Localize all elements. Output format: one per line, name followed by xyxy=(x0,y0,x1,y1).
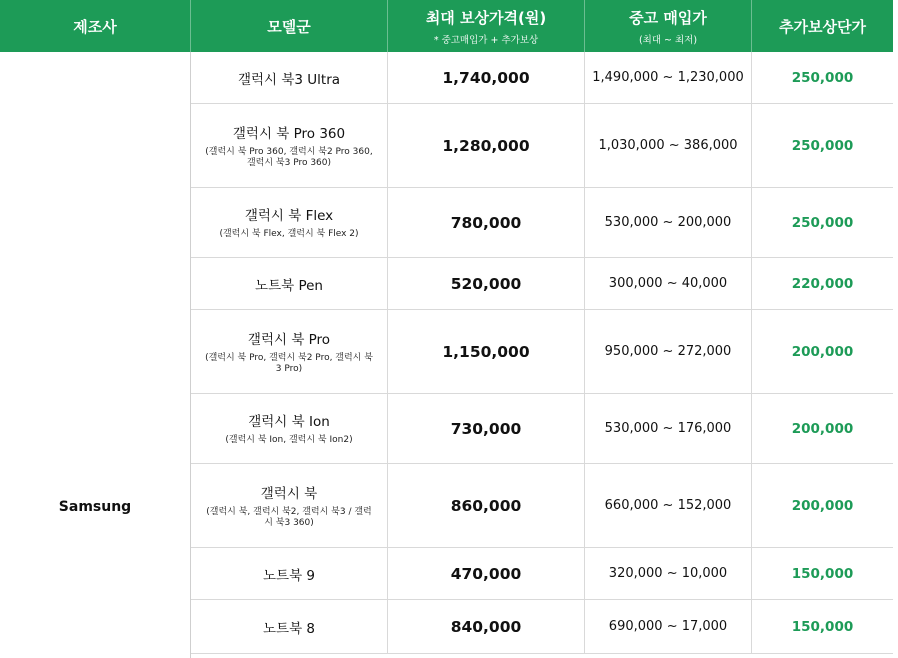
additional-value: 200,000 xyxy=(791,497,854,514)
used-price-range: 320,000 ~ 10,000 xyxy=(608,566,728,581)
header-additional-label: 추가보상단가 xyxy=(779,17,866,36)
additional-value: 250,000 xyxy=(791,214,854,231)
header-maker xyxy=(0,0,191,52)
model-variants: (갤럭시 북 Pro, 갤럭시 북2 Pro, 갤럭시 북3 Pro) xyxy=(205,352,373,374)
used-price-range: 300,000 ~ 40,000 xyxy=(608,276,728,291)
max-price-value: 1,740,000 xyxy=(442,68,530,87)
used-price-range: 1,490,000 ~ 1,230,000 xyxy=(592,70,744,85)
table-row xyxy=(191,310,893,394)
table-rows xyxy=(191,52,893,658)
model-name: 갤럭시 북 Flex xyxy=(244,208,334,225)
additional-value: 150,000 xyxy=(791,565,854,582)
model-cell xyxy=(191,548,388,599)
header-model xyxy=(191,0,388,52)
header-used-price xyxy=(585,0,752,52)
max-price-cell xyxy=(388,548,585,599)
table-row xyxy=(191,258,893,310)
additional-value: 250,000 xyxy=(791,69,854,86)
additional-cell xyxy=(752,258,893,309)
model-cell xyxy=(191,464,388,547)
model-cell xyxy=(191,188,388,257)
max-price-cell xyxy=(388,258,585,309)
additional-value: 200,000 xyxy=(791,420,854,437)
used-price-cell xyxy=(585,394,752,463)
additional-cell xyxy=(752,104,893,187)
model-name: 갤럭시 북 Pro 360 xyxy=(232,125,346,142)
max-price-value: 860,000 xyxy=(450,496,522,515)
used-price-range: 690,000 ~ 17,000 xyxy=(608,619,728,634)
used-price-cell xyxy=(585,258,752,309)
model-cell xyxy=(191,600,388,653)
header-maker-label: 제조사 xyxy=(73,17,117,36)
model-cell xyxy=(191,104,388,187)
maker-name: Samsung xyxy=(58,499,132,515)
header-used-price-label: 중고 매입가 xyxy=(629,8,707,27)
additional-value: 200,000 xyxy=(791,343,854,360)
additional-cell xyxy=(752,394,893,463)
model-variants: (갤럭시 북, 갤럭시 북2, 갤럭시 북3 / 갤럭시 북3 360) xyxy=(206,506,372,528)
max-price-value: 520,000 xyxy=(450,274,522,293)
used-price-cell xyxy=(585,188,752,257)
used-price-range: 1,030,000 ~ 386,000 xyxy=(598,138,738,153)
maker-cell xyxy=(0,52,191,658)
additional-cell xyxy=(752,600,893,653)
model-variants: (갤럭시 북 Flex, 갤럭시 북 Flex 2) xyxy=(219,229,359,240)
model-name: 갤럭시 북 Ion xyxy=(248,414,330,431)
max-price-cell xyxy=(388,394,585,463)
additional-cell xyxy=(752,52,893,103)
additional-cell xyxy=(752,188,893,257)
header-max-price-note: * 중고매입가 + 추가보상 xyxy=(433,34,539,46)
used-price-range: 530,000 ~ 176,000 xyxy=(604,421,732,436)
table-row xyxy=(191,548,893,600)
used-price-range: 530,000 ~ 200,000 xyxy=(604,215,732,230)
additional-value: 150,000 xyxy=(791,618,854,635)
used-price-range: 660,000 ~ 152,000 xyxy=(604,498,732,513)
max-price-value: 1,150,000 xyxy=(442,342,530,361)
model-name: 갤럭시 북 Pro xyxy=(247,331,331,348)
max-price-value: 780,000 xyxy=(450,213,522,232)
max-price-cell xyxy=(388,600,585,653)
model-name: 노트북 8 xyxy=(262,620,315,637)
header-max-price-label: 최대 보상가격(원) xyxy=(425,8,547,27)
model-name: 노트북 Pen xyxy=(255,277,323,294)
used-price-range: 950,000 ~ 272,000 xyxy=(604,344,732,359)
table-row xyxy=(191,464,893,548)
used-price-cell xyxy=(585,310,752,393)
header-max-price xyxy=(388,0,585,52)
model-cell xyxy=(191,394,388,463)
table-row xyxy=(191,188,893,258)
model-cell xyxy=(191,310,388,393)
model-variants: (갤럭시 북 Pro 360, 갤럭시 북2 Pro 360, 갤럭시 북3 Pro 360) xyxy=(205,146,373,168)
max-price-value: 470,000 xyxy=(450,564,522,583)
used-price-cell xyxy=(585,52,752,103)
model-variants: (갤럭시 북 Ion, 갤럭시 북 Ion2) xyxy=(225,435,353,446)
max-price-cell xyxy=(388,104,585,187)
additional-cell xyxy=(752,548,893,599)
model-name: 노트북 9 xyxy=(262,567,315,584)
max-price-cell xyxy=(388,464,585,547)
table-header xyxy=(0,0,893,52)
additional-value: 250,000 xyxy=(791,137,854,154)
max-price-value: 840,000 xyxy=(450,617,522,636)
header-model-label: 모델군 xyxy=(267,17,311,36)
used-price-cell xyxy=(585,464,752,547)
model-cell xyxy=(191,258,388,309)
model-name: 갤럭시 북 xyxy=(260,485,318,502)
max-price-cell xyxy=(388,52,585,103)
additional-value: 220,000 xyxy=(791,275,854,292)
max-price-cell xyxy=(388,310,585,393)
max-price-value: 1,280,000 xyxy=(442,136,530,155)
table-row xyxy=(191,52,893,104)
additional-cell xyxy=(752,464,893,547)
used-price-cell xyxy=(585,104,752,187)
header-used-price-note: (최대 ~ 최저) xyxy=(638,34,698,46)
additional-cell xyxy=(752,310,893,393)
model-name: 갤럭시 북3 Ultra xyxy=(237,71,341,88)
max-price-cell xyxy=(388,188,585,257)
max-price-value: 730,000 xyxy=(450,419,522,438)
table-row xyxy=(191,394,893,464)
model-cell xyxy=(191,52,388,103)
used-price-cell xyxy=(585,600,752,653)
table-body xyxy=(0,52,893,658)
table-row xyxy=(191,104,893,188)
table-row xyxy=(191,600,893,654)
used-price-cell xyxy=(585,548,752,599)
header-additional xyxy=(752,0,893,52)
